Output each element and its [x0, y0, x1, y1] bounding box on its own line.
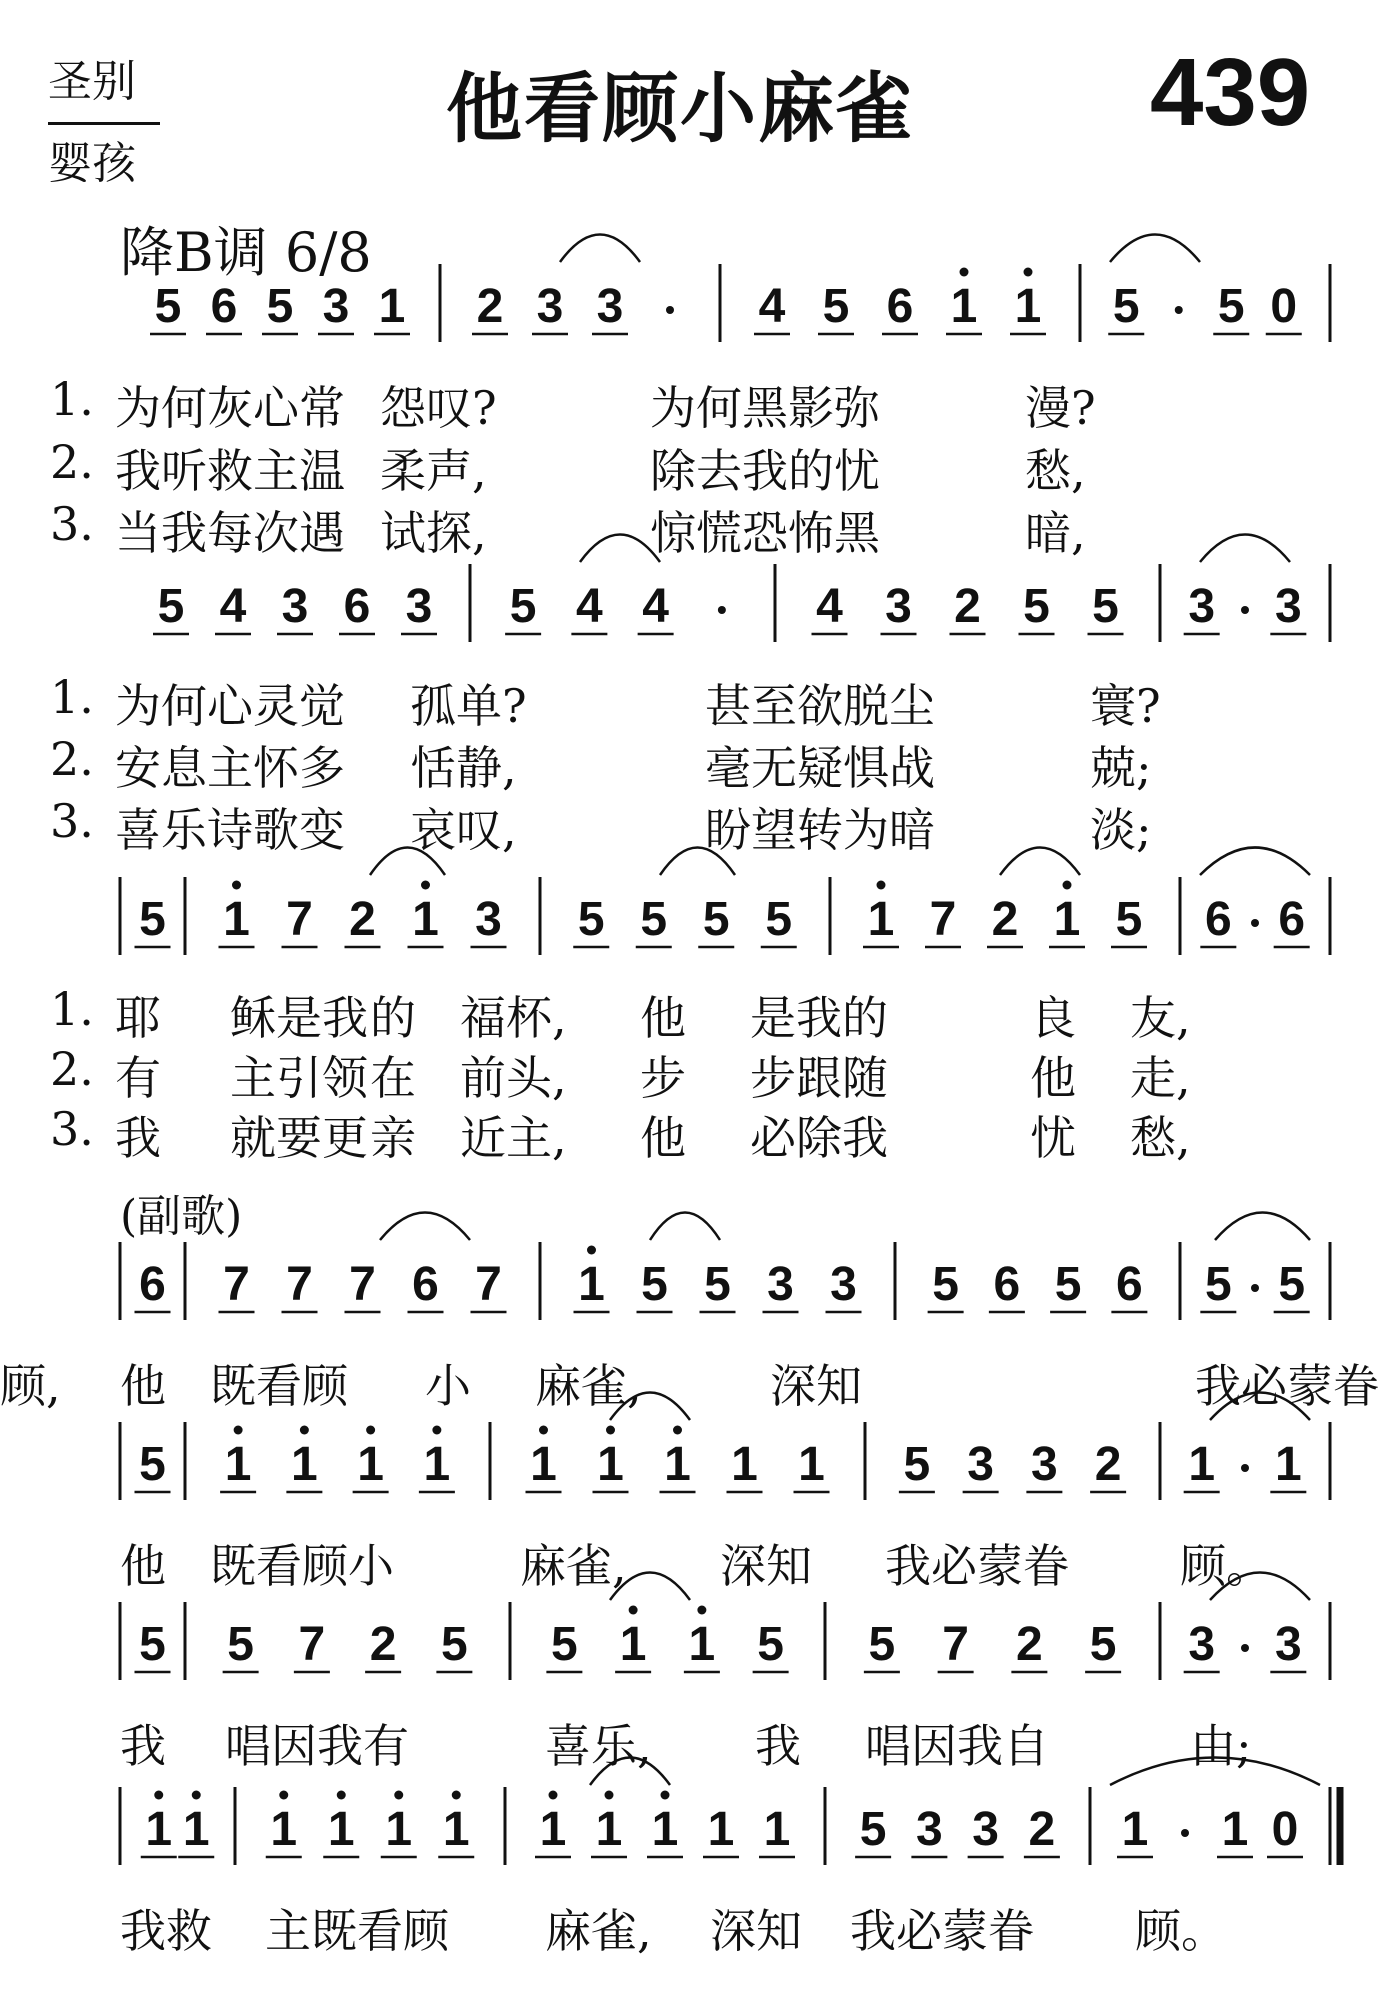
note: 5 [1115, 893, 1143, 946]
lyric-text: 耶 [115, 991, 161, 1045]
note: 3 [1274, 580, 1302, 633]
lyric-text: 我听救主温 [115, 444, 345, 498]
lyric-text: 我救 [120, 1904, 212, 1958]
note: 1 [664, 1438, 691, 1491]
slur [1000, 848, 1080, 876]
slur [560, 235, 640, 263]
note: 3 [1188, 580, 1216, 633]
dot-mark [1241, 1644, 1249, 1652]
lyric-text: 走, [1130, 1051, 1191, 1105]
note: 5 [1112, 280, 1140, 333]
lyric-text: 就要更 [230, 1111, 368, 1165]
dot-mark [1241, 606, 1249, 614]
lyric-text: 柔声, [380, 444, 487, 498]
note: 1 [950, 280, 978, 333]
dot-mark [1251, 919, 1259, 927]
lyric-text: 喜乐诗歌变 [115, 803, 345, 857]
lyric-text: 深知 [720, 1539, 812, 1593]
high-octave-dot [452, 1791, 461, 1800]
lyric-text: 安息主怀多 [115, 741, 345, 795]
note: 0 [1271, 1803, 1299, 1856]
note: 3 [967, 1438, 994, 1491]
note: 1 [578, 1258, 605, 1311]
lyric-text: 在 [370, 1051, 416, 1105]
lyric-text: 我必蒙眷 [885, 1539, 1069, 1593]
high-octave-dot [1063, 881, 1072, 890]
note: 2 [349, 893, 376, 946]
lyric-text: 唱因我自 [865, 1719, 1049, 1773]
lyric-text: 有 [115, 1051, 161, 1105]
note: 3 [830, 1258, 857, 1311]
lyric-text: 1. [50, 982, 94, 1036]
note: 5 [1089, 1618, 1117, 1671]
lyric-text: 顾。 [1135, 1904, 1227, 1958]
slur [580, 535, 660, 563]
note: 1 [731, 1438, 758, 1491]
note: 5 [704, 1258, 731, 1311]
note: 5 [868, 1618, 896, 1671]
lyric-text: 怨叹? [380, 381, 497, 435]
note: 1 [1053, 893, 1081, 946]
lyric-text: 惊慌恐怖黑 [650, 506, 880, 560]
high-octave-dot [366, 1426, 375, 1435]
lyric-text: 恬静, [410, 741, 517, 795]
note: 3 [475, 893, 502, 946]
note: 1 [327, 1803, 355, 1856]
lyric-text: 1. [50, 670, 94, 724]
lyric-text: 我 [120, 1719, 166, 1773]
note: 3 [885, 580, 912, 633]
note: 6 [210, 280, 238, 333]
note: 1 [539, 1803, 567, 1856]
note: 6 [343, 580, 371, 633]
note: 6 [1116, 1258, 1143, 1311]
note: 7 [286, 1258, 313, 1311]
note: 7 [223, 1258, 250, 1311]
note: 5 [154, 280, 182, 333]
note: 1 [595, 1803, 623, 1856]
lyric-text: 小 [425, 1359, 471, 1413]
lyric-text: 愁, [1130, 1111, 1191, 1165]
dot-mark [1175, 306, 1183, 314]
note: 6 [412, 1258, 439, 1311]
lyric-text: 主引领 [230, 1051, 368, 1105]
lyric-text: 顾, [0, 1359, 61, 1413]
high-octave-dot [539, 1426, 548, 1435]
lyric-text: 淡; [1090, 803, 1152, 857]
note: 1 [763, 1803, 791, 1856]
note: 5 [757, 1618, 784, 1671]
note: 3 [536, 280, 564, 333]
lyric-text: 的 [370, 991, 416, 1045]
lyric-text: 必除我 [750, 1111, 888, 1165]
note: 4 [758, 280, 786, 333]
note: 5 [859, 1803, 887, 1856]
high-octave-dot [337, 1791, 346, 1800]
note: 1 [224, 1438, 252, 1491]
note: 2 [991, 893, 1019, 946]
lyric-text: 福杯, [460, 991, 567, 1045]
note: 1 [442, 1803, 470, 1856]
note: 0 [1270, 280, 1298, 333]
lyric-text: 除去我的忧 [650, 444, 880, 498]
note: 4 [219, 580, 247, 633]
note: 1 [270, 1803, 298, 1856]
note: 5 [139, 1618, 166, 1671]
note: 4 [576, 580, 603, 633]
lyric-text: 我必蒙眷 [1195, 1359, 1379, 1413]
lyric-text: 2. [50, 1042, 94, 1096]
dot-mark [666, 306, 674, 314]
note: 1 [1121, 1803, 1149, 1856]
note: 2 [369, 1618, 397, 1671]
lyric-text: 友, [1130, 991, 1191, 1045]
note: 2 [954, 580, 981, 633]
lyric-text: 孤单? [410, 679, 527, 733]
note: 3 [1031, 1438, 1058, 1491]
category-top: 圣别 [48, 56, 136, 107]
lyric-text: 愁, [1025, 444, 1086, 498]
lyric-text: 近主, [460, 1111, 567, 1165]
high-octave-dot [232, 881, 241, 890]
lyric-text: 喜乐, [545, 1719, 652, 1773]
lyric-text: 寰? [1090, 679, 1161, 733]
slur [1215, 1213, 1310, 1241]
note: 5 [1092, 580, 1119, 633]
high-octave-dot [432, 1426, 441, 1435]
note: 1 [423, 1438, 451, 1491]
note: 3 [767, 1258, 794, 1311]
lyric-text: 为何灰心常 [115, 381, 345, 435]
note: 4 [816, 580, 843, 633]
dot-mark [1241, 1464, 1249, 1472]
dot-mark [1251, 1284, 1259, 1292]
high-octave-dot [661, 1791, 670, 1800]
hymn-title: 他看顾小麻雀 [446, 64, 914, 153]
slur [380, 1213, 470, 1241]
high-octave-dot [629, 1606, 638, 1615]
lyric-text: 我 [115, 1111, 161, 1165]
lyric-text: 顾。 [1180, 1539, 1272, 1593]
lyric-text: 麻雀, [545, 1904, 652, 1958]
lyric-text: 既看顾小 [210, 1539, 394, 1593]
lyric-text: 1. [50, 372, 94, 426]
lyric-text: 3. [50, 497, 94, 551]
note: 5 [157, 580, 185, 633]
lyric-text: 3. [50, 1102, 94, 1156]
note: 5 [227, 1618, 254, 1671]
lyric-text: 他 [640, 991, 686, 1045]
high-octave-dot [606, 1426, 615, 1435]
lyric-text: 深知 [770, 1359, 862, 1413]
chorus-label: (副歌) [120, 1191, 243, 1242]
key-signature: 降B调 6/8 [120, 221, 372, 284]
note: 1 [1274, 1438, 1302, 1491]
lyric-text: 为何黑影弥 [650, 381, 880, 435]
note: 7 [942, 1618, 969, 1671]
note: 5 [641, 1258, 668, 1311]
note: 3 [596, 280, 624, 333]
lyric-text: 试探, [380, 506, 487, 560]
lyric-text: 他 [120, 1539, 166, 1593]
note: 1 [223, 893, 250, 946]
lyric-text: 麻雀, [520, 1539, 627, 1593]
note: 5 [1278, 1258, 1306, 1311]
high-octave-dot [234, 1426, 243, 1435]
note: 1 [291, 1438, 318, 1491]
lyric-text: 他 [120, 1359, 166, 1413]
note: 5 [1204, 1258, 1232, 1311]
high-octave-dot [587, 1246, 596, 1255]
lyric-text: 是我的 [750, 991, 888, 1045]
lyric-text: 为何心灵觉 [115, 679, 345, 733]
note: 5 [266, 280, 294, 333]
note: 5 [640, 893, 668, 946]
note: 1 [651, 1803, 679, 1856]
note: 3 [1274, 1618, 1302, 1671]
note: 1 [385, 1803, 413, 1856]
note: 6 [993, 1258, 1021, 1311]
lyric-text: 他 [640, 1111, 686, 1165]
high-octave-dot [673, 1426, 682, 1435]
note: 5 [441, 1618, 468, 1671]
note: 3 [916, 1803, 943, 1856]
lyric-text: 主既看顾 [265, 1904, 449, 1958]
lyric-text: 唱因我有 [225, 1719, 409, 1773]
note: 1 [412, 893, 439, 946]
category-bottom: 婴孩 [48, 138, 136, 189]
note: 5 [1217, 280, 1245, 333]
note: 2 [1094, 1438, 1122, 1491]
lyric-text: 当我每次遇 [115, 506, 345, 560]
lyric-text: 前头, [460, 1051, 567, 1105]
high-octave-dot [549, 1791, 558, 1800]
note: 1 [530, 1438, 557, 1491]
high-octave-dot [697, 1606, 706, 1615]
note: 3 [972, 1803, 999, 1856]
note: 6 [1278, 893, 1306, 946]
lyric-text: 漫? [1025, 381, 1096, 435]
lyric-text: 毫无疑惧战 [705, 741, 935, 795]
note: 1 [597, 1438, 624, 1491]
note: 1 [867, 893, 895, 946]
slur [650, 1213, 720, 1241]
note: 5 [822, 280, 850, 333]
note: 1 [145, 1803, 173, 1856]
note: 5 [509, 580, 537, 633]
note: 5 [551, 1618, 578, 1671]
lyric-text: 亲 [370, 1111, 416, 1165]
lyric-text: 麻雀, [535, 1359, 642, 1413]
note: 3 [281, 580, 309, 633]
note: 1 [1188, 1438, 1216, 1491]
high-octave-dot [605, 1791, 614, 1800]
note: 5 [1023, 580, 1050, 633]
lyric-text: 稣是我 [230, 991, 368, 1045]
lyric-text: 由; [1190, 1719, 1252, 1773]
lyric-text: 3. [50, 794, 94, 848]
note: 1 [1221, 1803, 1249, 1856]
note: 6 [886, 280, 914, 333]
high-octave-dot [1024, 268, 1033, 277]
note: 1 [707, 1803, 735, 1856]
lyric-text: 深知 [710, 1904, 802, 1958]
note: 5 [139, 893, 166, 946]
note: 7 [349, 1258, 376, 1311]
slur [1110, 235, 1200, 263]
note: 6 [139, 1258, 166, 1311]
note: 3 [1188, 1618, 1216, 1671]
lyric-text: 2. [50, 435, 94, 489]
note: 7 [929, 893, 957, 946]
dot-mark [718, 606, 726, 614]
lyric-text: 步 [640, 1051, 686, 1105]
note: 5 [577, 893, 605, 946]
note: 3 [405, 580, 433, 633]
note: 2 [1028, 1803, 1056, 1856]
lyric-text: 忧 [1030, 1111, 1076, 1165]
high-octave-dot [421, 881, 430, 890]
lyric-text: 兢; [1090, 741, 1152, 795]
lyric-text: 既看顾 [210, 1359, 348, 1413]
slur [1200, 535, 1290, 563]
note: 2 [476, 280, 504, 333]
note: 1 [798, 1438, 825, 1491]
dot-mark [1181, 1829, 1189, 1837]
high-octave-dot [300, 1426, 309, 1435]
lyric-text: 2. [50, 732, 94, 786]
note: 1 [378, 280, 406, 333]
hymn-number: 439 [1150, 39, 1311, 146]
note: 1 [182, 1803, 210, 1856]
note: 5 [903, 1438, 931, 1491]
slur [1200, 848, 1310, 876]
note: 5 [702, 893, 730, 946]
lyric-text: 暗, [1025, 506, 1086, 560]
note: 1 [619, 1618, 647, 1671]
lyric-text: 盼望转为暗 [705, 803, 935, 857]
lyric-text: 我 [755, 1719, 801, 1773]
note: 1 [1014, 280, 1042, 333]
note: 5 [1054, 1258, 1082, 1311]
lyric-text: 甚至欲脱尘 [705, 679, 935, 733]
note: 7 [475, 1258, 502, 1311]
high-octave-dot [960, 268, 969, 277]
high-octave-dot [279, 1791, 288, 1800]
high-octave-dot [192, 1791, 201, 1800]
note: 1 [357, 1438, 384, 1491]
high-octave-dot [394, 1791, 403, 1800]
note: 1 [688, 1618, 716, 1671]
high-octave-dot [154, 1791, 163, 1800]
note: 5 [139, 1438, 166, 1491]
note: 7 [286, 893, 313, 946]
note: 4 [642, 580, 669, 633]
lyric-text: 步跟随 [750, 1051, 888, 1105]
note: 2 [1016, 1618, 1043, 1671]
lyric-text: 他 [1030, 1051, 1076, 1105]
lyric-text: 哀叹, [410, 803, 517, 857]
lyric-text: 我必蒙眷 [850, 1904, 1034, 1958]
note: 5 [765, 893, 793, 946]
note: 5 [932, 1258, 959, 1311]
high-octave-dot [877, 881, 886, 890]
note: 6 [1204, 893, 1232, 946]
lyric-text: 良 [1030, 991, 1076, 1045]
note: 3 [322, 280, 350, 333]
note: 7 [298, 1618, 326, 1671]
